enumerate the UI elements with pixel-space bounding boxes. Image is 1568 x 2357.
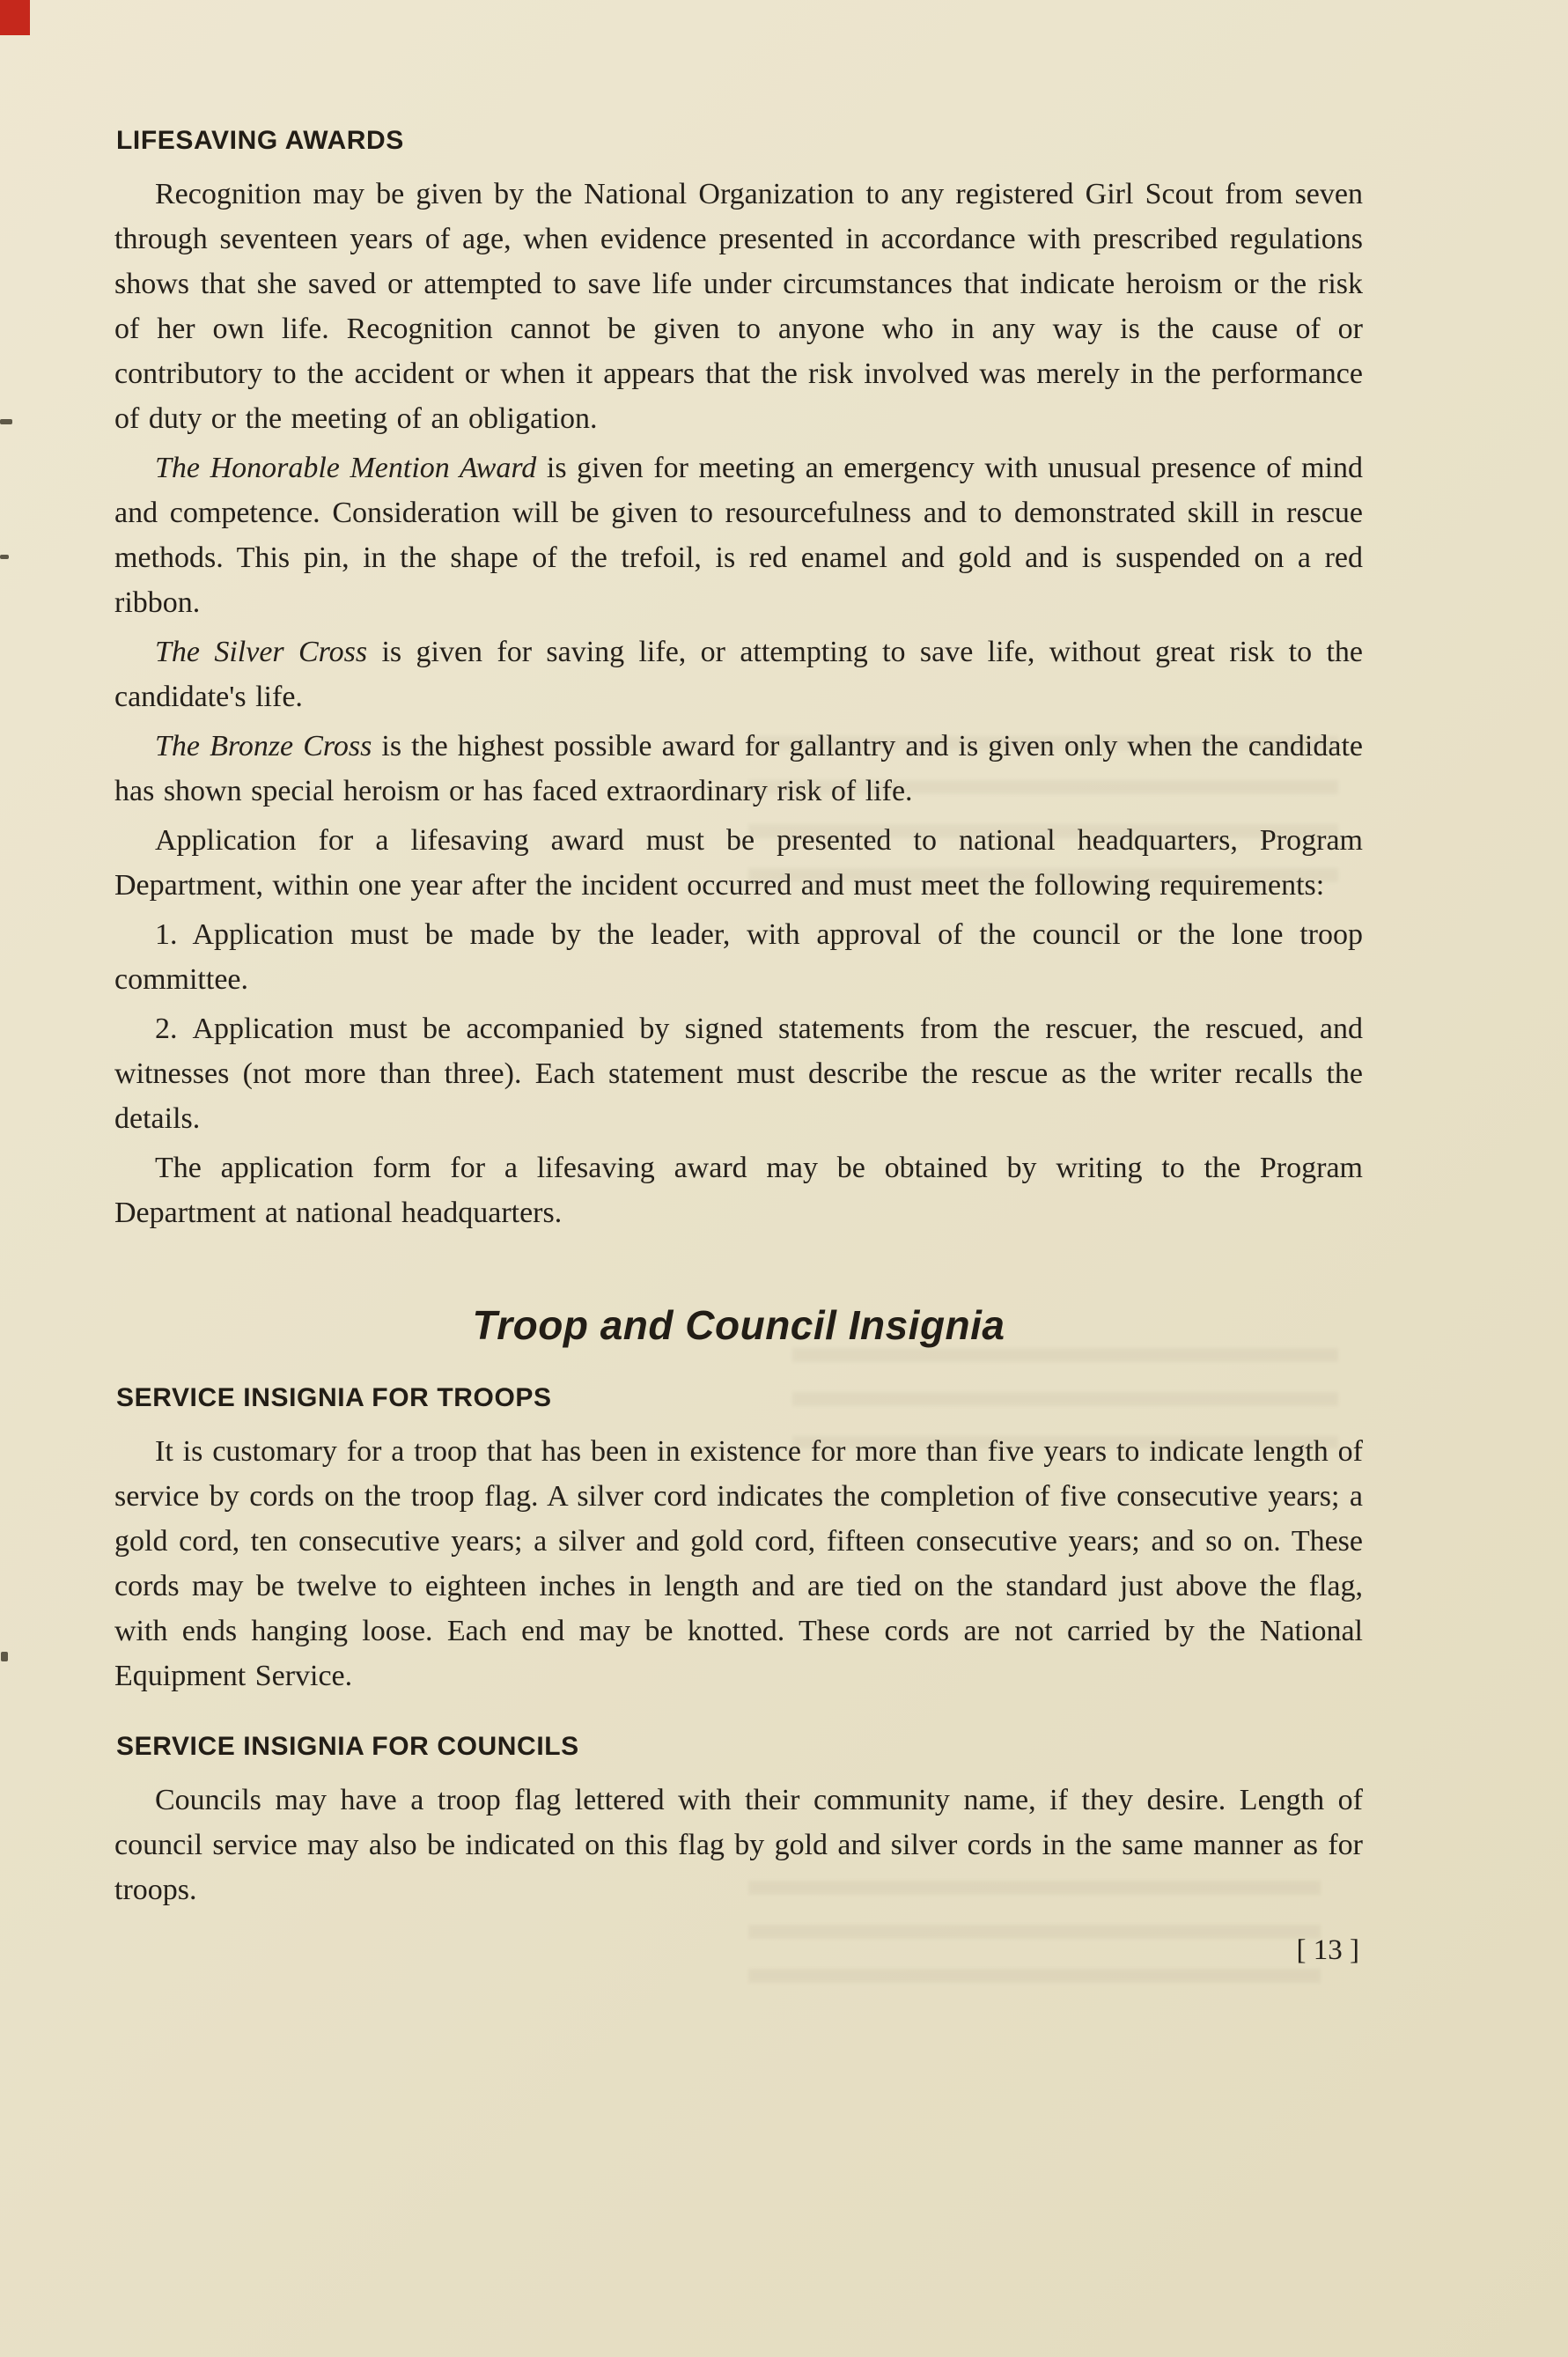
page-number: [ 13 ] bbox=[1296, 1934, 1359, 1966]
paragraph-application: Application for a lifesaving award must be presented to national headquarters, Program Department, within one year after the incident occurred and must meet the following requirements: bbox=[114, 824, 1363, 902]
scan-corner-mark bbox=[0, 0, 30, 35]
heading-service-insignia-councils: SERVICE INSIGNIA FOR COUNCILS bbox=[116, 1732, 579, 1761]
page-content bbox=[114, 0, 1363, 1973]
heading-lifesaving-awards: LIFESAVING AWARDS bbox=[116, 126, 404, 155]
award-name-silver-cross: The Silver Cross bbox=[155, 636, 368, 668]
scan-edge-artifact bbox=[0, 419, 12, 424]
paragraph-service-insignia-troops: It is customary for a troop that has been in existence for more than five years to indicate length of service by cords on the troop flag. A silver cord indicates the completion of five consecutive years; a gold cord, ten consecutive years; a silver and gold cord, fifteen consecutive years; and so on. These cords may be twelve to eighteen inches in length and are tied on the standard just above the flag, with ends hanging loose. Each end may be knotted. These cords are not carried by the National Equipment Service. bbox=[114, 1435, 1363, 1692]
paragraph-recognition: Recognition may be given by the National Organization to any registered Girl Scout from seven through seventeen years of age, when evidence presented in accordance with prescribed regulations shows that she saved or attempted to save life under circumstances that indicate heroism or the risk of her own life. Recognition cannot be given to anyone who in any way is the cause of or contributory to the accident or when it appears that the risk involved was merely in the performance of duty or the meeting of an obligation. bbox=[114, 178, 1363, 435]
paragraph-honorable-mention-text: is given for meeting an emergency with unusual presence of mind and competence. Consideration will be given to resourcefulness and to demonstrated skill in rescue methods. This pin, in the shape of the trefoil, is red enamel and gold and is suspended on a red ribbon. bbox=[114, 452, 1363, 619]
list-item-requirement-1: 1. Application must be made by the leader, with approval of the council or the lone troop committee. bbox=[114, 918, 1363, 996]
paragraph-bronze-cross bbox=[114, 724, 1363, 814]
paragraph-silver-cross-text: is given for saving life, or attempting to save life, without great risk to the candidate's life. bbox=[114, 636, 1363, 713]
paragraph-honorable-mention bbox=[114, 446, 1363, 625]
paragraph-application-form: The application form for a lifesaving award may be obtained by writing to the Program Department at national headquarters. bbox=[114, 1152, 1363, 1229]
award-name-bronze-cross: The Bronze Cross bbox=[155, 730, 372, 762]
award-name-honorable-mention: The Honorable Mention Award bbox=[155, 452, 537, 484]
scan-edge-artifact bbox=[0, 555, 9, 559]
scan-edge-artifact bbox=[1, 1652, 8, 1661]
list-item-requirement-2: 2. Application must be accompanied by signed statements from the rescuer, the rescued, and witnesses (not more than three). Each statement must describe the rescue as the writer recalls the details. bbox=[114, 1013, 1363, 1135]
heading-troop-and-council-insignia: Troop and Council Insignia bbox=[472, 1302, 1005, 1348]
heading-service-insignia-troops: SERVICE INSIGNIA FOR TROOPS bbox=[116, 1383, 552, 1412]
paragraph-silver-cross bbox=[114, 630, 1363, 719]
paragraph-service-insignia-councils: Councils may have a troop flag lettered with their community name, if they desire. Length of council service may also be indicated on this flag by gold and silver cords in the same manner as for troops. bbox=[114, 1784, 1363, 1906]
paragraph-bronze-cross-text: is the highest possible award for gallantry and is given only when the candidate has shown special heroism or has faced extraordinary risk of life. bbox=[114, 730, 1363, 807]
